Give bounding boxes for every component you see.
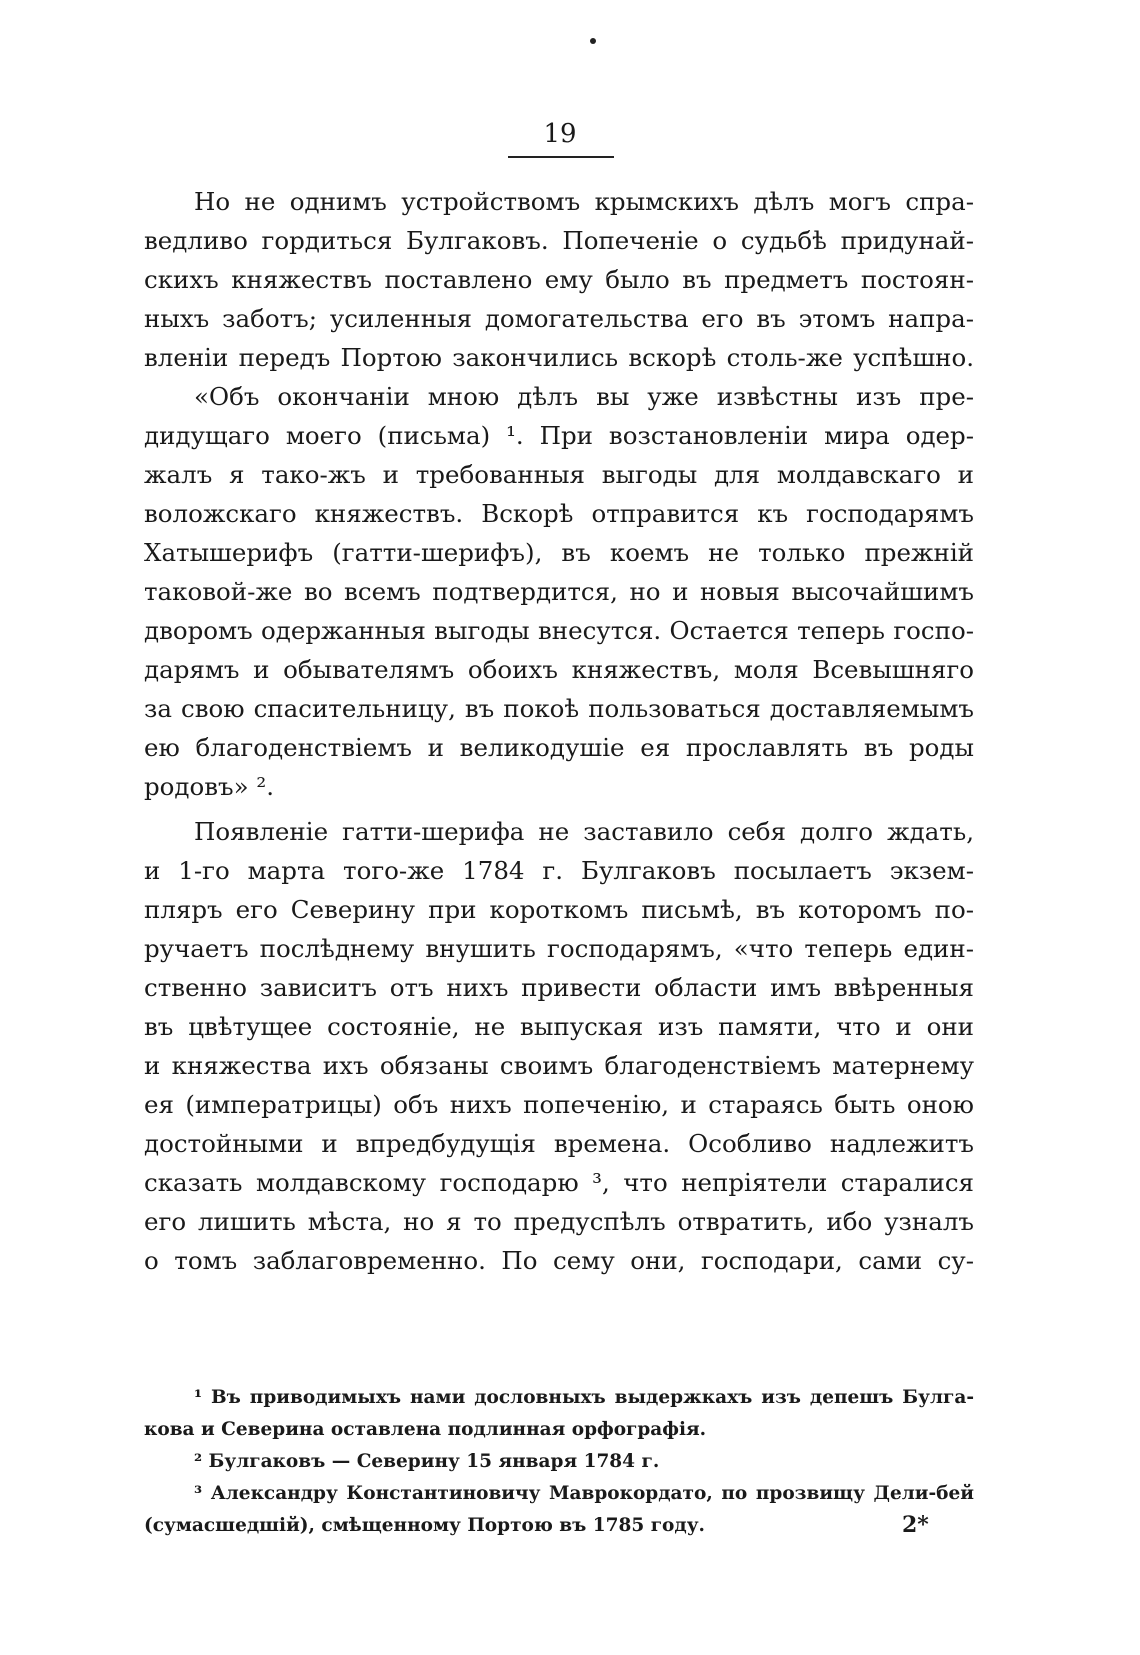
paragraph-2-line-4: воложскаго княжествъ. Вскорѣ отправится къ господарямъ [144, 499, 974, 528]
footnote-2-line-1: ² Булгаковъ — Северину 15 января 1784 г. [194, 1451, 660, 1472]
paragraph-3-line-6: въ цвѣтущее состояніе, не выпуская изъ памяти, что и они [144, 1012, 974, 1041]
page-number-rule [508, 156, 614, 158]
paragraph-2-line-9: за свою спасительницу, въ покоѣ пользоваться доставляемымъ [144, 694, 974, 723]
paragraph-3-line-7: и княжества ихъ обязаны своимъ благоденствіемъ матернему [144, 1051, 974, 1080]
paragraph-3-line-12: о томъ заблаговременно. По сему они, господари, сами су- [144, 1246, 974, 1275]
paragraph-2-line-3: жалъ я тако-жъ и требованныя выгоды для молдавскаго и [144, 460, 974, 489]
footnote-1-line-1: ¹ Въ приводимыхъ нами дословныхъ выдержкахъ изъ депешъ Булга- [194, 1387, 974, 1408]
paragraph-2-line-6: таковой-же во всемъ подтвердится, но и новыя высочайшимъ [144, 577, 974, 606]
footnote-3-line-2: (сумасшедшій), смѣщенному Портою въ 1785 году. [144, 1515, 705, 1536]
paragraph-1-line-1: Но не однимъ устройствомъ крымскихъ дѣлъ могъ спра- [194, 187, 974, 216]
footnote-3-line-1: ³ Александру Константиновичу Маврокордато, по прозвищу Дели-бей [194, 1483, 974, 1504]
paragraph-1-line-2: ведливо гордиться Булгаковъ. Попеченіе о судьбѣ придунай- [144, 226, 974, 255]
paragraph-2-line-10: ею благоденствіемъ и великодушіе ея прославлять въ роды [144, 733, 974, 762]
paragraph-2-line-7: дворомъ одержанныя выгоды внесутся. Остается теперь госпо- [144, 616, 974, 645]
paragraph-3-line-3: пляръ его Северину при короткомъ письмѣ, въ которомъ по- [144, 895, 974, 924]
paragraph-3-line-4: ручаетъ послѣднему внушить господарямъ, «что теперь един- [144, 934, 974, 963]
paragraph-1-line-5: вленіи передъ Портою закончились вскорѣ столь-же успѣшно. [144, 343, 974, 372]
paragraph-3-line-5: ственно зависитъ отъ нихъ привести области имъ ввѣренныя [144, 973, 974, 1002]
paragraph-2-line-2: дидущаго моего (письма) ¹. При возстановленіи мира одер- [144, 421, 974, 450]
paragraph-2-line-1: «Объ окончаніи мною дѣлъ вы уже извѣстны изъ пре- [194, 382, 974, 411]
paragraph-3-line-9: достойными и впредбудущія времена. Особливо надлежитъ [144, 1129, 974, 1158]
footnotes [144, 1382, 974, 1542]
paragraph-1-line-3: скихъ княжествъ поставлено ему было въ предметъ постоян- [144, 265, 974, 294]
page-number: 19 [543, 119, 577, 149]
paragraph-3-line-1: Появленіе гатти-шерифа не заставило себя долго ждать, [194, 817, 974, 846]
footnote-1-line-2: кова и Северина оставлена подлинная орфографія. [144, 1419, 707, 1440]
paragraph-3-line-2: и 1-го марта того-же 1784 г. Булгаковъ посылаетъ экзем- [144, 856, 974, 885]
paragraph-3-line-8: ея (императрицы) объ нихъ попеченію, и стараясь быть оною [144, 1090, 974, 1119]
paragraph-2-line-8: дарямъ и обывателямъ обоихъ княжествъ, моля Всевышняго [144, 655, 974, 684]
printer-mark [590, 38, 596, 44]
main-text [144, 182, 974, 1280]
paragraph-2-line-5: Хатышерифъ (гатти-шерифъ), въ коемъ не только прежній [144, 538, 974, 567]
signature-mark: 2* [902, 1512, 929, 1538]
paragraph-3-line-10: сказать молдавскому господарю ³, что непріятели старалися [144, 1168, 974, 1197]
paragraph-3-line-11: его лишить мѣста, но я то предуспѣлъ отвратить, ибо узналъ [144, 1207, 974, 1236]
paragraph-1-line-4: ныхъ заботъ; усиленныя домогательства его въ этомъ напра- [144, 304, 974, 333]
paragraph-2-line-11: родовъ» ². [144, 772, 275, 801]
